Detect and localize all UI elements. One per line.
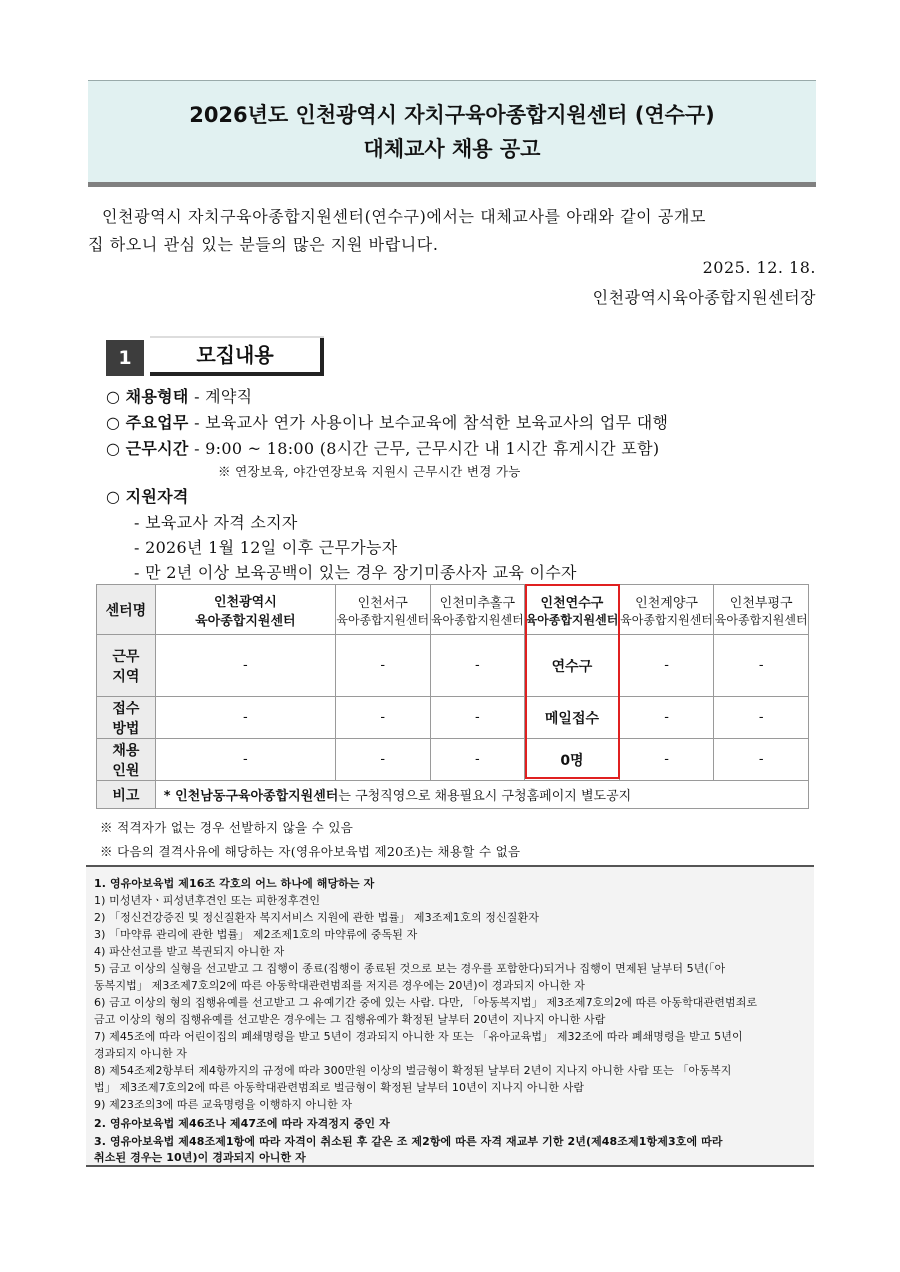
disqualification-line: 6) 금고 이상의 형의 집행유예를 선고받고 그 유예기간 중에 있는 사람. 다만, 「아동복지법」 제3조제7호의2에 따른 아동학대관련범죄로 [94, 996, 758, 1009]
item-label: 근무시간 [125, 439, 189, 458]
item-text: - 계약직 [188, 387, 253, 406]
center-name: 인천미추홀구 [439, 595, 516, 611]
table-cell: - [335, 635, 430, 697]
disqualification-line: 금고 이상의 형의 집행유예를 선고받은 경우에는 그 집행유예가 확정된 날부터 20년이 지나지 아니한 사람 [94, 1013, 606, 1026]
title-banner [88, 80, 816, 184]
item-qualification [106, 484, 189, 507]
table-row-header [97, 739, 156, 781]
row-header-text: 인원 [112, 762, 140, 779]
disqualification-line: 취소된 경우는 10년)이 경과되지 아니한 자 [94, 1151, 306, 1164]
center-name: 인천연수구 [540, 595, 604, 611]
table-cell: 메일접수 [525, 697, 620, 739]
row-header-text: 채용 [112, 742, 140, 759]
table-column-header [619, 585, 714, 635]
center-name: 인천계양구 [635, 595, 698, 611]
table-column-header [430, 585, 525, 635]
item-label: 주요업무 [125, 413, 189, 432]
center-name: 육아종합지원센터 [714, 612, 808, 627]
row-header-text: 근무 [112, 648, 140, 665]
issuing-organization: 인천광역시육아종합지원센터장 [592, 288, 816, 307]
remark-cell [155, 781, 808, 809]
row-header-text: 방법 [112, 720, 140, 737]
table-cell: - [714, 697, 809, 739]
table-cell: 연수구 [525, 635, 620, 697]
qualification-item: - 보육교사 자격 소지자 [134, 513, 298, 532]
table-cell: - [430, 739, 525, 781]
table-cell: - [430, 697, 525, 739]
center-name: 인천부평구 [729, 595, 793, 611]
center-name: 인천광역시 [213, 594, 277, 610]
page-subtitle: 대체교사 채용 공고 [363, 137, 541, 161]
table-cell: - [430, 635, 525, 697]
item-employment-type [106, 384, 252, 407]
table-cell: - [619, 697, 714, 739]
table-column-header [335, 585, 430, 635]
table-remark-row [97, 781, 809, 809]
row-header-text: 지역 [112, 668, 140, 685]
hours-note: ※ 연장보육, 야간연장보육 지원시 근무시간 변경 가능 [218, 464, 521, 479]
intro-paragraph [88, 203, 816, 259]
center-name: 인천서구 [357, 595, 408, 611]
table-cell: - [335, 739, 430, 781]
qualification-item: - 만 2년 이상 보육공백이 있는 경우 장기미종사자 교육 이수자 [134, 563, 577, 582]
footnote: ※ 적격자가 없는 경우 선발하지 않을 수 있음 [100, 820, 354, 835]
qualification-item: - 2026년 1월 12일 이후 근무가능자 [134, 538, 398, 557]
table-cell: - [155, 697, 335, 739]
item-working-hours [106, 436, 659, 459]
center-name: 육아종합지원센터 [195, 613, 296, 629]
table-row-header [97, 635, 156, 697]
disqualification-line: 9) 제23조의3에 따른 교육명령을 이행하지 아니한 자 [94, 1098, 353, 1111]
remark-text: 는 구청직영으로 채용필요시 구청홈페이지 별도공지 [338, 789, 632, 804]
disqualification-line: 4) 파산선고를 받고 복권되지 아니한 자 [94, 945, 285, 958]
disqualification-line: 법」 제3조제7호의2에 따른 아동학대관련범죄로 벌금형이 확정된 날부터 10년이 지나지 아니한 사람 [94, 1081, 585, 1094]
section-number: 1 [106, 340, 144, 376]
table-cell: - [714, 739, 809, 781]
disqualification-line: 경과되지 아니한 자 [94, 1047, 188, 1060]
circle-bullet-icon: ○ [106, 487, 121, 506]
item-text: - 9:00 ~ 18:00 (8시간 근무, 근무시간 내 1시간 휴게시간 포함) [188, 439, 660, 458]
disqualification-line: 3) 「마약류 관리에 관한 법률」 제2조제1호의 마약류에 중독된 자 [94, 928, 418, 941]
disqualification-box [86, 865, 814, 1167]
table-cell: - [714, 635, 809, 697]
circle-bullet-icon: ○ [106, 413, 121, 432]
table-cell: - [155, 739, 335, 781]
table-row [97, 739, 809, 781]
table-cell: - [619, 739, 714, 781]
item-label: 지원자격 [125, 487, 189, 506]
table-column-header [714, 585, 809, 635]
table-row [97, 697, 809, 739]
table-corner-header: 센터명 [97, 585, 156, 635]
disqualification-line: 1. 영유아보육법 제16조 각호의 어느 하나에 해당하는 자 [94, 877, 375, 890]
table-row [97, 635, 809, 697]
center-name: 육아종합지원센터 [430, 612, 524, 627]
disqualification-line: 2) 「정신건강증진 및 정신질환자 복지서비스 지원에 관한 법률」 제3조제1호의 정신질환자 [94, 911, 539, 924]
title-divider [88, 182, 816, 187]
disqualification-line: 3. 영유아보육법 제48조제1항에 따라 자격이 취소된 후 같은 조 제2항에 따른 자격 재교부 기한 2년(제48조제1항제3호에 따라 [94, 1135, 723, 1148]
intro-line-1: 인천광역시 자치구육아종합지원센터(연수구)에서는 대체교사를 아래와 같이 공개모 [102, 207, 707, 226]
page-title: 2026년도 인천광역시 자치구육아종합지원센터 (연수구) [189, 103, 715, 127]
table-cell: - [335, 697, 430, 739]
table-column-header [155, 585, 335, 635]
disqualification-line: 1) 미성년자ㆍ피성년후견인 또는 피한정후견인 [94, 894, 321, 907]
table-cell: - [155, 635, 335, 697]
table-cell: 0명 [525, 739, 620, 781]
disqualification-line: 8) 제54조제2항부터 제4항까지의 규정에 따라 300만원 이상의 벌금형이 확정된 날부터 2년이 지나지 아니한 사람 또는 「아동복지 [94, 1064, 732, 1077]
table-column-header [525, 585, 620, 635]
center-table [96, 584, 809, 809]
table-cell: - [619, 635, 714, 697]
disqualification-line: 7) 제45조에 따라 어린이집의 폐쇄명령을 받고 5년이 경과되지 아니한 자 또는 「유아교육법」 제32조에 따라 폐쇄명령을 받고 5년이 [94, 1030, 743, 1043]
center-name: 육아종합지원센터 [525, 612, 619, 627]
disqualification-line: 동복지법」 제3조제7호의2에 따른 아동학대관련범죄를 저지른 경우에는 20년)이 경과되지 아니한 자 [94, 979, 585, 992]
disqualification-line: 5) 금고 이상의 실형을 선고받고 그 집행이 종료(집행이 종료된 것으로 보는 경우를 포함한다)되거나 집행이 면제된 날부터 5년(「아 [94, 962, 726, 975]
table-row-header [97, 697, 156, 739]
disqualification-line: 2. 영유아보육법 제46조나 제47조에 따라 자격정지 중인 자 [94, 1117, 390, 1130]
notice-date: 2025. 12. 18. [702, 258, 816, 277]
circle-bullet-icon: ○ [106, 439, 121, 458]
table-row-header: 비고 [97, 781, 156, 809]
center-name: 육아종합지원센터 [336, 612, 430, 627]
item-text: - 보육교사 연가 사용이나 보수교육에 참석한 보육교사의 업무 대행 [188, 413, 669, 432]
row-header-text: 접수 [112, 700, 140, 717]
intro-line-2: 집 하오니 관심 있는 분들의 많은 지원 바랍니다. [88, 235, 439, 254]
section-title: 모집내용 [150, 338, 324, 376]
circle-bullet-icon: ○ [106, 387, 121, 406]
table-header-row [97, 585, 809, 635]
item-main-duties [106, 410, 668, 433]
footnote: ※ 다음의 결격사유에 해당하는 자(영유아보육법 제20조)는 채용할 수 없음 [100, 844, 521, 859]
item-label: 채용형태 [125, 387, 189, 406]
remark-center-name: * 인천남동구육아종합지원센터 [163, 789, 339, 804]
center-name: 육아종합지원센터 [620, 612, 713, 627]
